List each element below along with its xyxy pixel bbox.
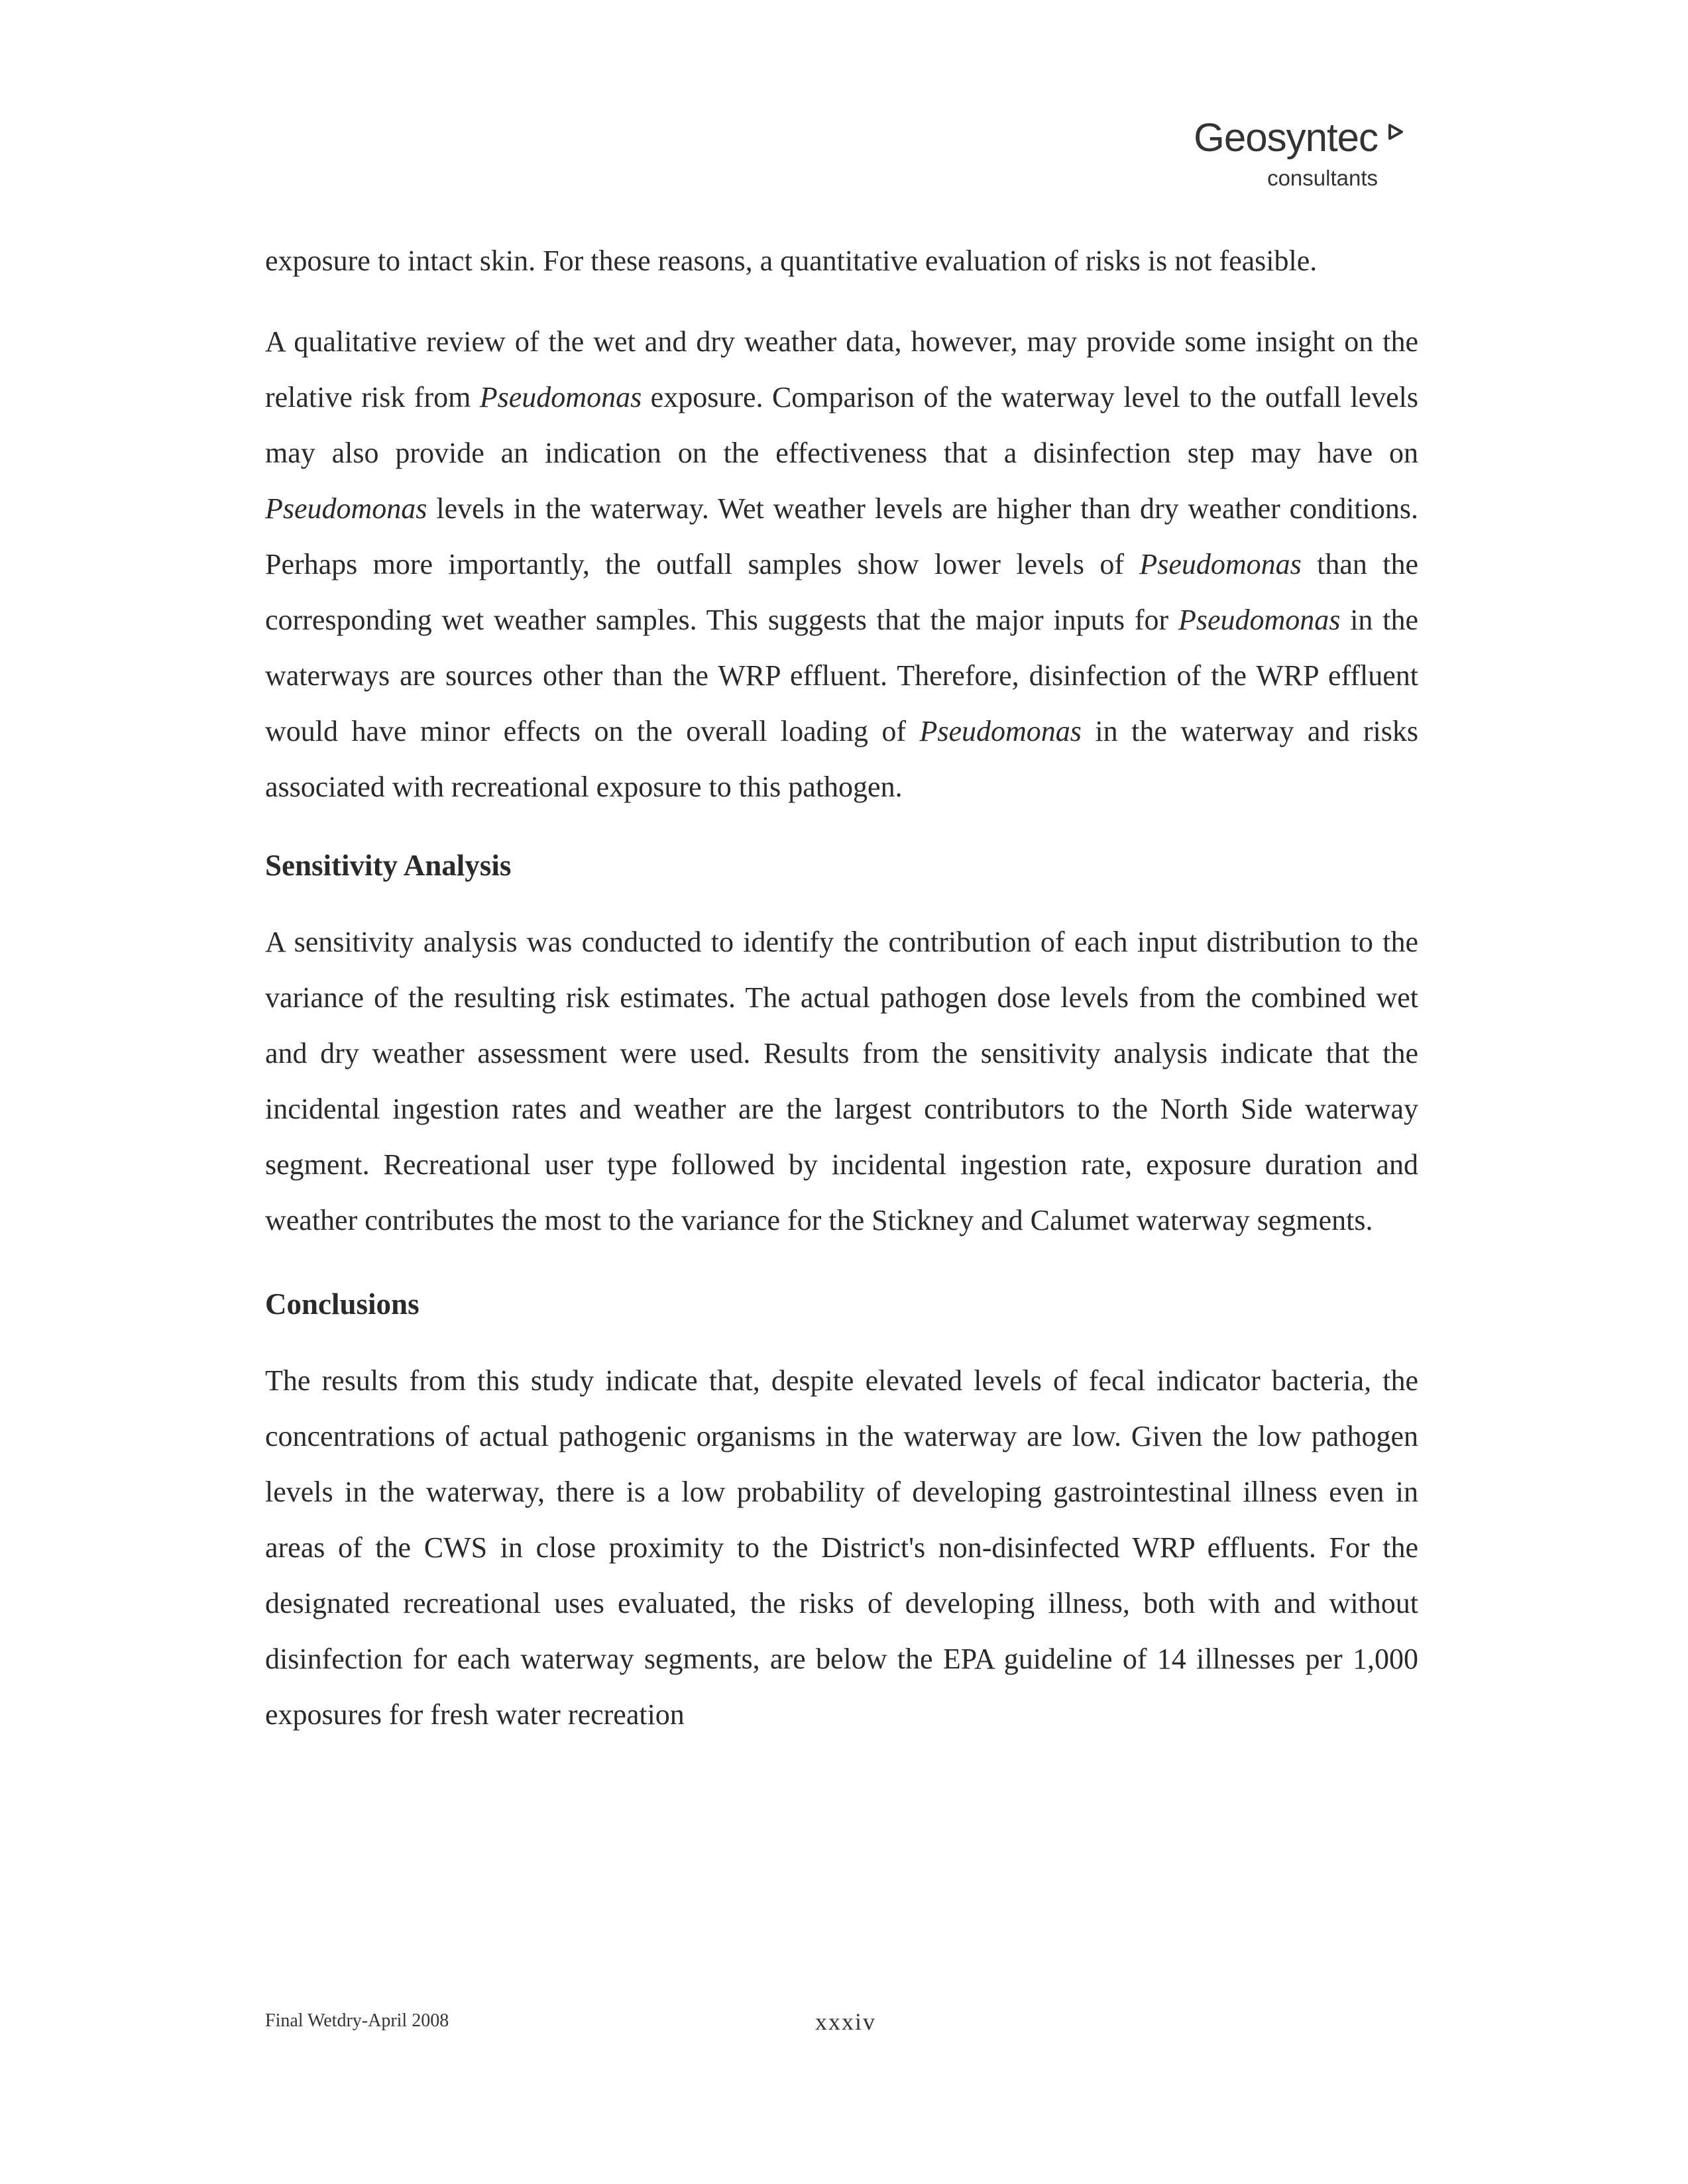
section-heading-conclusions: Conclusions xyxy=(265,1287,420,1321)
species-name: Pseudomonas xyxy=(1178,604,1341,636)
page-number: xxxiv xyxy=(815,2008,877,2035)
footer-document-id: Final Wetdry-April 2008 xyxy=(265,2010,449,2031)
paragraph-qualitative-review xyxy=(265,314,1418,815)
paragraph-conclusions: The results from this study indicate that, despite elevated levels of fecal indicator bacteria, the concentrations of actual pathogenic organisms in the waterway are low. Given the low pathogen levels in the waterway, there is a low probability of developing gastrointestinal illness even in areas of the CWS in close proximity to the District's non-disinfected WRP effluents. For the designated recreational uses evaluated, the risks of developing illness, both with and without disinfection for each waterway segments, are below the EPA guideline of 14 illnesses per 1,000 exposures for fresh water recreation xyxy=(265,1364,1418,1731)
text-run: levels in the waterway. Wet weather levels are higher than dry weather conditions. Perhaps more importantly, the outfall samples show lower levels of xyxy=(265,492,1418,580)
text-run: than the corresponding wet weather samples. This suggests that the major inputs for xyxy=(265,548,1418,636)
company-tagline: consultants xyxy=(1267,166,1378,190)
triangle-mark-icon xyxy=(1387,123,1404,140)
text-run: exposure. Comparison of the waterway level to the outfall levels may also provide an indication on the effectiveness that a disinfection step may have on xyxy=(265,381,1418,469)
species-name: Pseudomonas xyxy=(1139,548,1302,580)
paragraph-sensitivity: A sensitivity analysis was conducted to identify the contribution of each input distribution to the variance of the resulting risk estimates. The actual pathogen dose levels from the combined wet and dry weather assessment were used. Results from the sensitivity analysis indicate that the incidental ingestion rates and weather are the largest contributors to the North Side waterway segment. Recreational user type followed by incidental ingestion rate, exposure duration and weather contributes the most to the variance for the Stickney and Calumet waterway segments. xyxy=(265,926,1418,1236)
text-run: in the waterways are sources other than the WRP effluent. Therefore, disinfection of the WRP effluent would have minor effects on the overall loading of xyxy=(265,604,1418,747)
company-logo xyxy=(1194,115,1378,190)
text-run: A qualitative review of the wet and dry weather data, however, may provide some insight on the relative risk from xyxy=(265,325,1418,413)
species-name: Pseudomonas xyxy=(919,715,1082,747)
section-heading-sensitivity: Sensitivity Analysis xyxy=(265,849,512,882)
document-body xyxy=(265,233,1418,1743)
company-name: Geosyntec xyxy=(1194,115,1378,160)
text-run: in the waterway and risks associated with recreational exposure to this pathogen. xyxy=(265,715,1418,803)
species-name: Pseudomonas xyxy=(265,492,427,525)
species-name: Pseudomonas xyxy=(479,381,642,413)
paragraph-intro: exposure to intact skin. For these reasons, a quantitative evaluation of risks is not feasible. xyxy=(265,245,1318,277)
